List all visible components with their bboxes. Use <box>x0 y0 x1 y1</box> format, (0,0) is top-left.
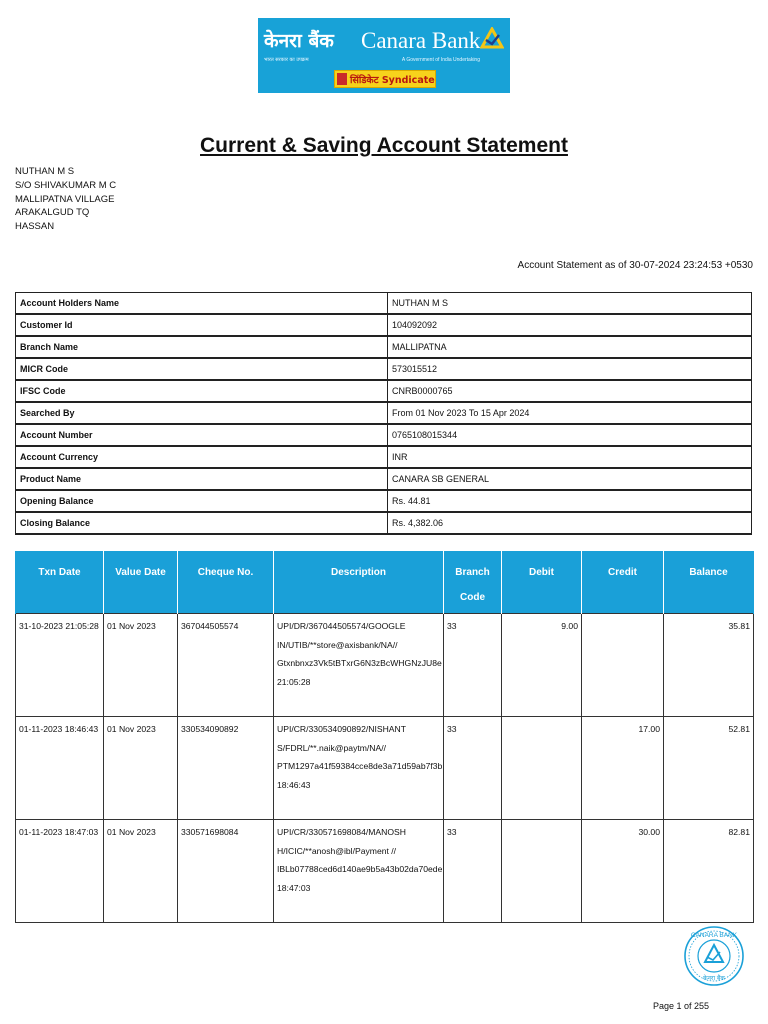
syndicate-mark-icon <box>337 73 347 85</box>
cell-branch-code: 33 <box>444 820 502 923</box>
statement-timestamp: Account Statement as of 30-07-2024 23:24:53 +0530 <box>517 260 753 271</box>
description-line: 21:05:28 <box>277 676 311 687</box>
bank-logo <box>258 18 510 93</box>
info-label: Account Currency <box>16 446 388 468</box>
address-line: S/O SHIVAKUMAR M C <box>15 179 117 191</box>
cell-branch-code: 33 <box>444 614 502 717</box>
syndicate-name-hindi: सिंडिकेट <box>350 75 379 86</box>
info-label: Account Holders Name <box>16 293 388 315</box>
seal-text-bottom: केनरा बैंक <box>703 975 725 982</box>
description-line: 18:46:43 <box>277 779 311 790</box>
info-value: Rs. 44.81 <box>388 490 752 512</box>
info-label: Customer Id <box>16 314 388 336</box>
description-line: UPI/DR/367044505574/GOOGLE <box>277 621 406 631</box>
cell-credit: 30.00 <box>582 820 664 923</box>
description-line: IN/UTIB/**store@axisbank/NA// <box>277 639 398 650</box>
description-line: UPI/CR/330534090892/NISHANT <box>277 724 406 734</box>
info-row <box>16 512 752 534</box>
logo-tagline-english: A Government of India Undertaking <box>401 57 480 63</box>
info-row <box>16 490 752 512</box>
col-cheque-no: Cheque No. <box>178 551 274 614</box>
page-number: Page 1 of 255 <box>652 1001 709 1011</box>
address-line: MALLIPATNA VILLAGE <box>15 193 115 205</box>
info-value: INR <box>388 446 752 468</box>
info-row <box>16 314 752 336</box>
info-label: IFSC Code <box>16 380 388 402</box>
table-row <box>16 717 754 820</box>
cell-description <box>274 820 444 923</box>
seal-text-top: CANARA BANK <box>690 932 738 939</box>
info-value: NUTHAN M S <box>388 293 752 315</box>
address-line: ARAKALGUD TQ <box>15 207 90 219</box>
cell-debit: 9.00 <box>502 614 582 717</box>
cell-credit: 17.00 <box>582 717 664 820</box>
info-label: Branch Name <box>16 336 388 358</box>
info-value: CNRB0000765 <box>388 380 752 402</box>
canara-emblem-icon <box>480 27 504 51</box>
account-info-table <box>15 292 752 535</box>
cell-txn-date: 31-10-2023 21:05:28 <box>16 614 104 717</box>
col-balance: Balance <box>664 551 754 614</box>
info-value: 0765108015344 <box>388 424 752 446</box>
table-row <box>16 820 754 923</box>
logo-tagline-hindi: भारत सरकार का उपक्रम <box>264 57 309 63</box>
info-row <box>16 402 752 424</box>
col-branch-code-line1: Branch <box>455 567 490 578</box>
cell-cheque-no: 330571698084 <box>178 820 274 923</box>
description-line: PTM1297a41f59384cce8de3a71d59ab7f3b <box>277 761 443 771</box>
info-label: Account Number <box>16 424 388 446</box>
info-value: From 01 Nov 2023 To 15 Apr 2024 <box>388 402 752 424</box>
col-debit: Debit <box>502 551 582 614</box>
syndicate-name-english: Syndicate <box>381 75 435 86</box>
info-row <box>16 424 752 446</box>
info-label: Product Name <box>16 468 388 490</box>
col-txn-date: Txn Date <box>16 551 104 614</box>
description-line: Gtxnbnxz3Vk5tBTxrG6N3zBcWHGNzJU8e <box>277 658 442 668</box>
cell-txn-date: 01-11-2023 18:47:03 <box>16 820 104 923</box>
cell-debit <box>502 717 582 820</box>
statement-title: Current & Saving Account Statement <box>200 134 568 157</box>
info-row <box>16 380 752 402</box>
info-row <box>16 358 752 380</box>
cell-debit <box>502 820 582 923</box>
logo-name-english: Canara Bank <box>361 28 481 53</box>
cell-balance: 82.81 <box>664 820 754 923</box>
cell-cheque-no: 330534090892 <box>178 717 274 820</box>
cell-balance: 35.81 <box>664 614 754 717</box>
transactions-table <box>15 551 754 923</box>
cell-branch-code: 33 <box>444 717 502 820</box>
info-label: Closing Balance <box>16 512 388 534</box>
info-value: 573015512 <box>388 358 752 380</box>
cell-credit <box>582 614 664 717</box>
description-line: IBLb07788ced6d140ae9b5a43b02da70ede <box>277 864 443 874</box>
info-value: MALLIPATNA <box>388 336 752 358</box>
table-row <box>16 614 754 717</box>
info-row <box>16 336 752 358</box>
cell-cheque-no: 367044505574 <box>178 614 274 717</box>
cell-description <box>274 614 444 717</box>
table-header-row <box>16 551 754 614</box>
info-row <box>16 468 752 490</box>
cell-description <box>274 717 444 820</box>
col-value-date: Value Date <box>104 551 178 614</box>
info-value: 104092092 <box>388 314 752 336</box>
info-row <box>16 446 752 468</box>
syndicate-badge <box>334 70 436 88</box>
cell-balance: 52.81 <box>664 717 754 820</box>
cell-value-date: 01 Nov 2023 <box>104 820 178 923</box>
info-row <box>16 293 752 315</box>
description-line: 18:47:03 <box>277 882 311 893</box>
address-line: HASSAN <box>15 221 55 233</box>
col-branch-code-line2: Code <box>460 592 485 603</box>
description-line: H/ICIC/**anosh@ibl/Payment // <box>277 845 397 856</box>
info-value: CANARA SB GENERAL <box>388 468 752 490</box>
description-line: UPI/CR/330571698084/MANOSH <box>277 827 406 837</box>
info-label: Searched By <box>16 402 388 424</box>
info-label: Opening Balance <box>16 490 388 512</box>
address-line: NUTHAN M S <box>15 166 75 177</box>
bank-seal-icon <box>683 925 745 987</box>
info-label: MICR Code <box>16 358 388 380</box>
col-credit: Credit <box>582 551 664 614</box>
col-branch-code <box>444 551 502 614</box>
cell-value-date: 01 Nov 2023 <box>104 614 178 717</box>
info-value: Rs. 4,382.06 <box>388 512 752 534</box>
customer-address <box>15 165 116 234</box>
cell-txn-date: 01-11-2023 18:46:43 <box>16 717 104 820</box>
cell-value-date: 01 Nov 2023 <box>104 717 178 820</box>
col-description: Description <box>274 551 444 614</box>
logo-name-hindi: केनरा बैंक <box>264 30 334 52</box>
description-line: S/FDRL/**.naik@paytm/NA// <box>277 742 387 753</box>
